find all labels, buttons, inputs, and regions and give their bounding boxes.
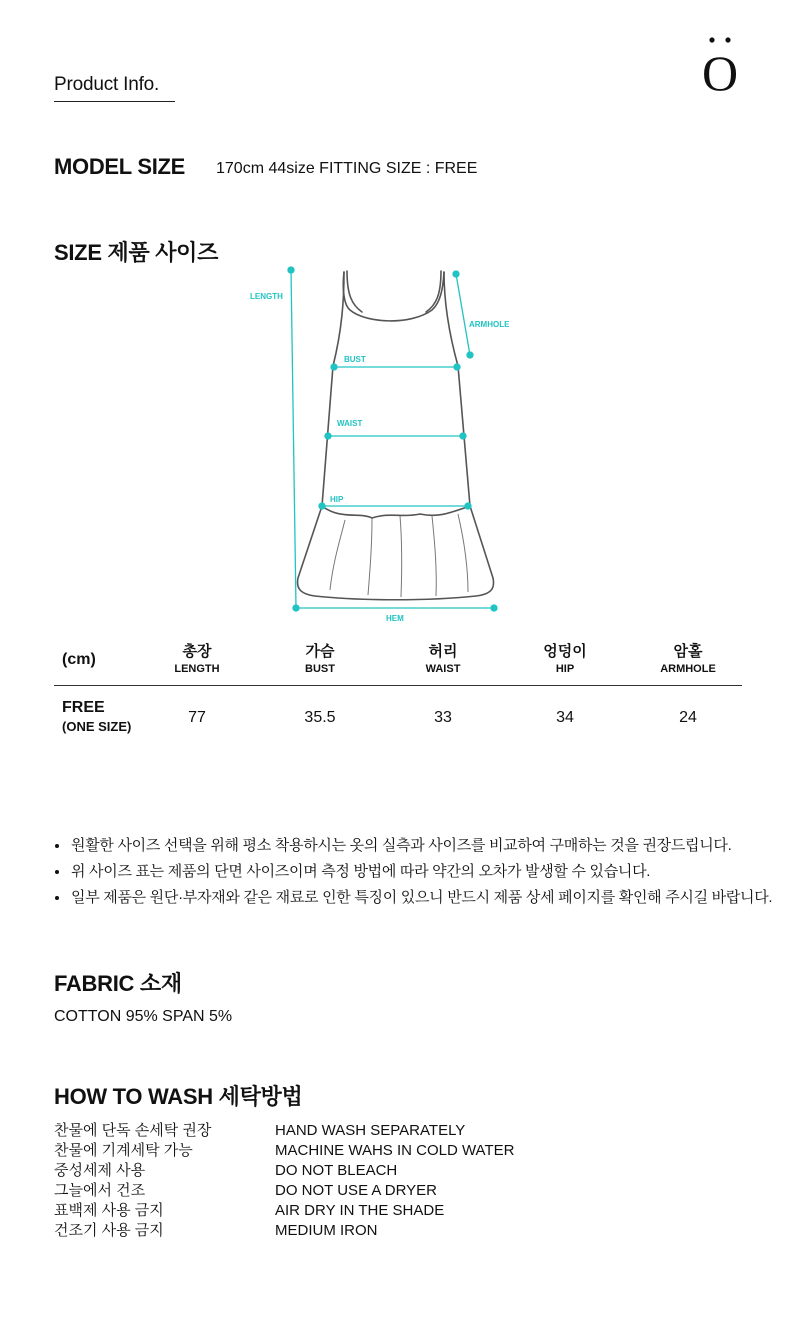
size-section-title: SIZE 제품 사이즈 <box>54 240 219 265</box>
wash-row: 표백제 사용 금지 AIR DRY IN THE SHADE <box>54 1202 445 1219</box>
wash-row: 찬물에 단독 손세탁 권장 HAND WASH SEPARATELY <box>54 1122 466 1139</box>
value-armhole: 24 <box>679 709 697 726</box>
garment-size-diagram <box>240 262 530 627</box>
brand-logo <box>697 34 743 94</box>
bust-label: BUST <box>344 355 366 364</box>
armhole-measure-line <box>456 274 470 355</box>
length-measure-line <box>291 270 296 608</box>
dress-folds <box>330 514 468 597</box>
svg-text:O: O <box>701 45 739 94</box>
size-row-label: FREE (ONE SIZE) <box>62 699 132 734</box>
fabric-value: COTTON 95% SPAN 5% <box>54 1008 233 1025</box>
model-size-title: MODEL SIZE <box>54 154 186 179</box>
model-size-value: 170cm 44size FITTING SIZE : FREE <box>216 160 478 177</box>
wash-instructions <box>54 1121 514 1241</box>
wash-row: 건조기 사용 금지 MEDIUM IRON <box>54 1222 378 1239</box>
size-notes <box>54 836 774 914</box>
value-bust: 35.5 <box>304 709 336 726</box>
value-hip: 34 <box>556 709 574 726</box>
armhole-label: ARMHOLE <box>469 320 510 329</box>
length-label: LENGTH <box>250 292 283 301</box>
note-item: 일부 제품은 원단·부자재와 같은 재료로 인한 특징이 있으니 반드시 제품 상세 페이지를 확인해 주시길 바랍니다. <box>54 888 774 914</box>
column-header-armhole: 암홀 ARMHOLE <box>660 643 716 675</box>
value-length: 77 <box>188 709 206 726</box>
wash-title: HOW TO WASH 세탁방법 <box>54 1084 303 1109</box>
length-start-dot <box>288 267 294 273</box>
waist-label: WAIST <box>337 419 363 428</box>
wash-row: 그늘에서 건조 DO NOT USE A DRYER <box>54 1182 437 1199</box>
fabric-title: FABRIC 소재 <box>54 971 182 996</box>
note-item: 위 사이즈 표는 제품의 단면 사이즈이며 측정 방법에 따라 약간의 오차가 발생할 수 있습니다. <box>54 862 774 888</box>
product-info-heading: Product Info. <box>54 74 160 95</box>
column-header-waist: 허리 WAIST <box>425 643 461 675</box>
hip-label: HIP <box>330 495 344 504</box>
unit-label: (cm) <box>62 651 96 668</box>
product-info-underline <box>54 101 175 102</box>
column-header-hip: 엉덩이 HIP <box>543 643 587 675</box>
column-header-bust: 가슴 BUST <box>305 643 335 675</box>
table-divider <box>54 685 742 686</box>
wash-row: 찬물에 기계세탁 가능 MACHINE WAHS IN COLD WATER <box>54 1142 515 1159</box>
wash-row: 중성세제 사용 DO NOT BLEACH <box>54 1162 398 1179</box>
hem-label: HEM <box>386 614 404 623</box>
column-header-length: 총장 LENGTH <box>174 643 220 675</box>
note-item: 원활한 사이즈 선택을 위해 평소 착용하시는 옷의 실측과 사이즈를 비교하여 구매하는 것을 권장드립니다. <box>54 836 774 862</box>
value-waist: 33 <box>434 709 452 726</box>
